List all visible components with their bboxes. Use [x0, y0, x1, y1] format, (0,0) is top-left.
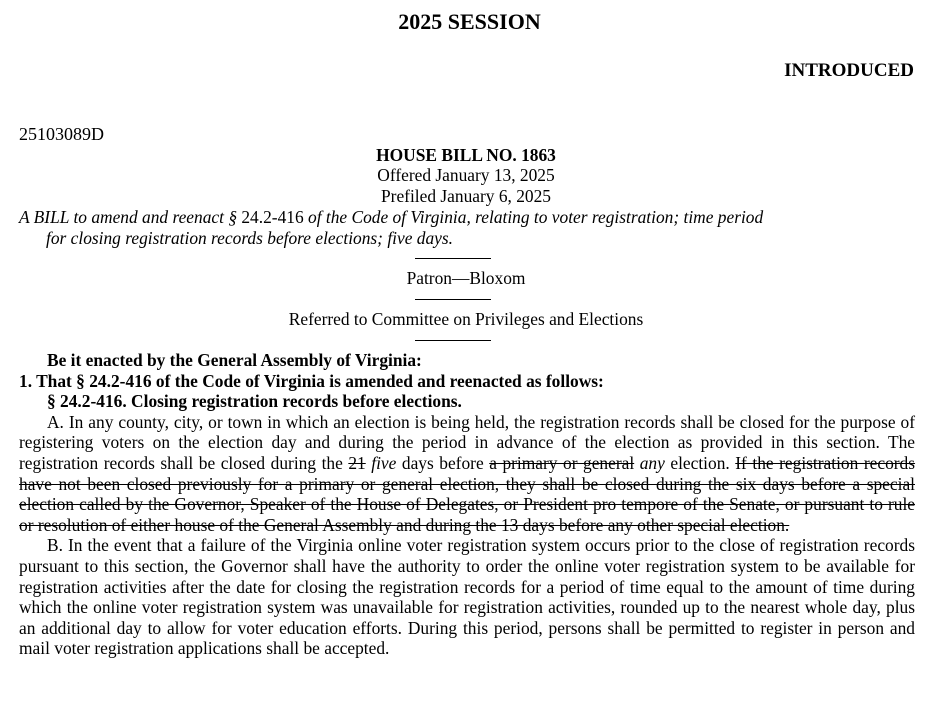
subsection-b: B. In the event that a failure of the Virginia online voter registration system occurs prior to the close of registration records pursuant to this section, the Governor shall have the authority to order the online voter registration system to be available for registration activities after the date for closing the registration records for a period of time equal to the amount of time during which the online voter registration system was unavailable for registration activities, rounded up to the nearest whole day, plus an additional day to allow for voter education efforts. During this period, persons shall be permitted to register in person and mail voter registration applications shall be accepted.	[19, 535, 915, 659]
divider	[415, 299, 491, 300]
bill-title	[19, 207, 915, 249]
bill-body	[19, 350, 915, 659]
divider	[415, 258, 491, 259]
subsection-a-text: A. In any county, city, or town in which an election is being held, the registration records shall be closed for the purpose of registering voters on the election day and during the period in advance of the election as provided in this section. The registration records shall be closed during the	[19, 411, 915, 473]
committee-referral: Referred to Committee on Privileges and Elections	[288, 309, 644, 329]
section-heading: § 24.2-416. Closing registration records before elections.	[47, 391, 462, 412]
bill-title-line2: for closing registration records before elections; five days.	[46, 228, 453, 248]
bill-number: HOUSE BILL NO. 1863	[376, 145, 556, 165]
divider	[415, 340, 491, 341]
bill-title-part1: A BILL to amend and reenact §	[19, 207, 242, 227]
bill-title-part2: of the Code of Virginia, relating to voter registration; time period	[303, 207, 764, 227]
status-label: INTRODUCED	[784, 60, 914, 81]
struck-text: a primary or general	[489, 452, 635, 473]
inserted-text: five	[365, 452, 397, 473]
enacting-clause: Be it enacted by the General Assembly of Virginia:	[47, 350, 422, 370]
subsection-a-text: election.	[664, 452, 736, 473]
inserted-text: any	[634, 452, 665, 473]
offered-date: Offered January 13, 2025	[377, 165, 555, 185]
clause-one: 1. That § 24.2-416 of the Code of Virginia is amended and reenacted as follows:	[19, 370, 604, 391]
bill-title-section-link[interactable]: 24.2-416	[241, 207, 304, 227]
subsection-a	[19, 412, 915, 536]
subsection-a-text: days before	[396, 452, 490, 473]
patron: Patron—Bloxom	[406, 268, 526, 288]
prefiled-date: Prefiled January 6, 2025	[380, 186, 551, 206]
struck-text: If the registration records have not been closed previously for a primary or general election, they shall be closed during the six days before a special election called by the Governor, Speaker of the House of Delegates, or President pro tempore of the Senate, or pursuant to rule or resolution of either house of the General Assembly and during the 13 days before any other special election.	[19, 452, 916, 535]
struck-text: 21	[348, 452, 366, 473]
session-title: 2025 SESSION	[398, 9, 541, 34]
document-number: 25103089D	[19, 124, 104, 144]
